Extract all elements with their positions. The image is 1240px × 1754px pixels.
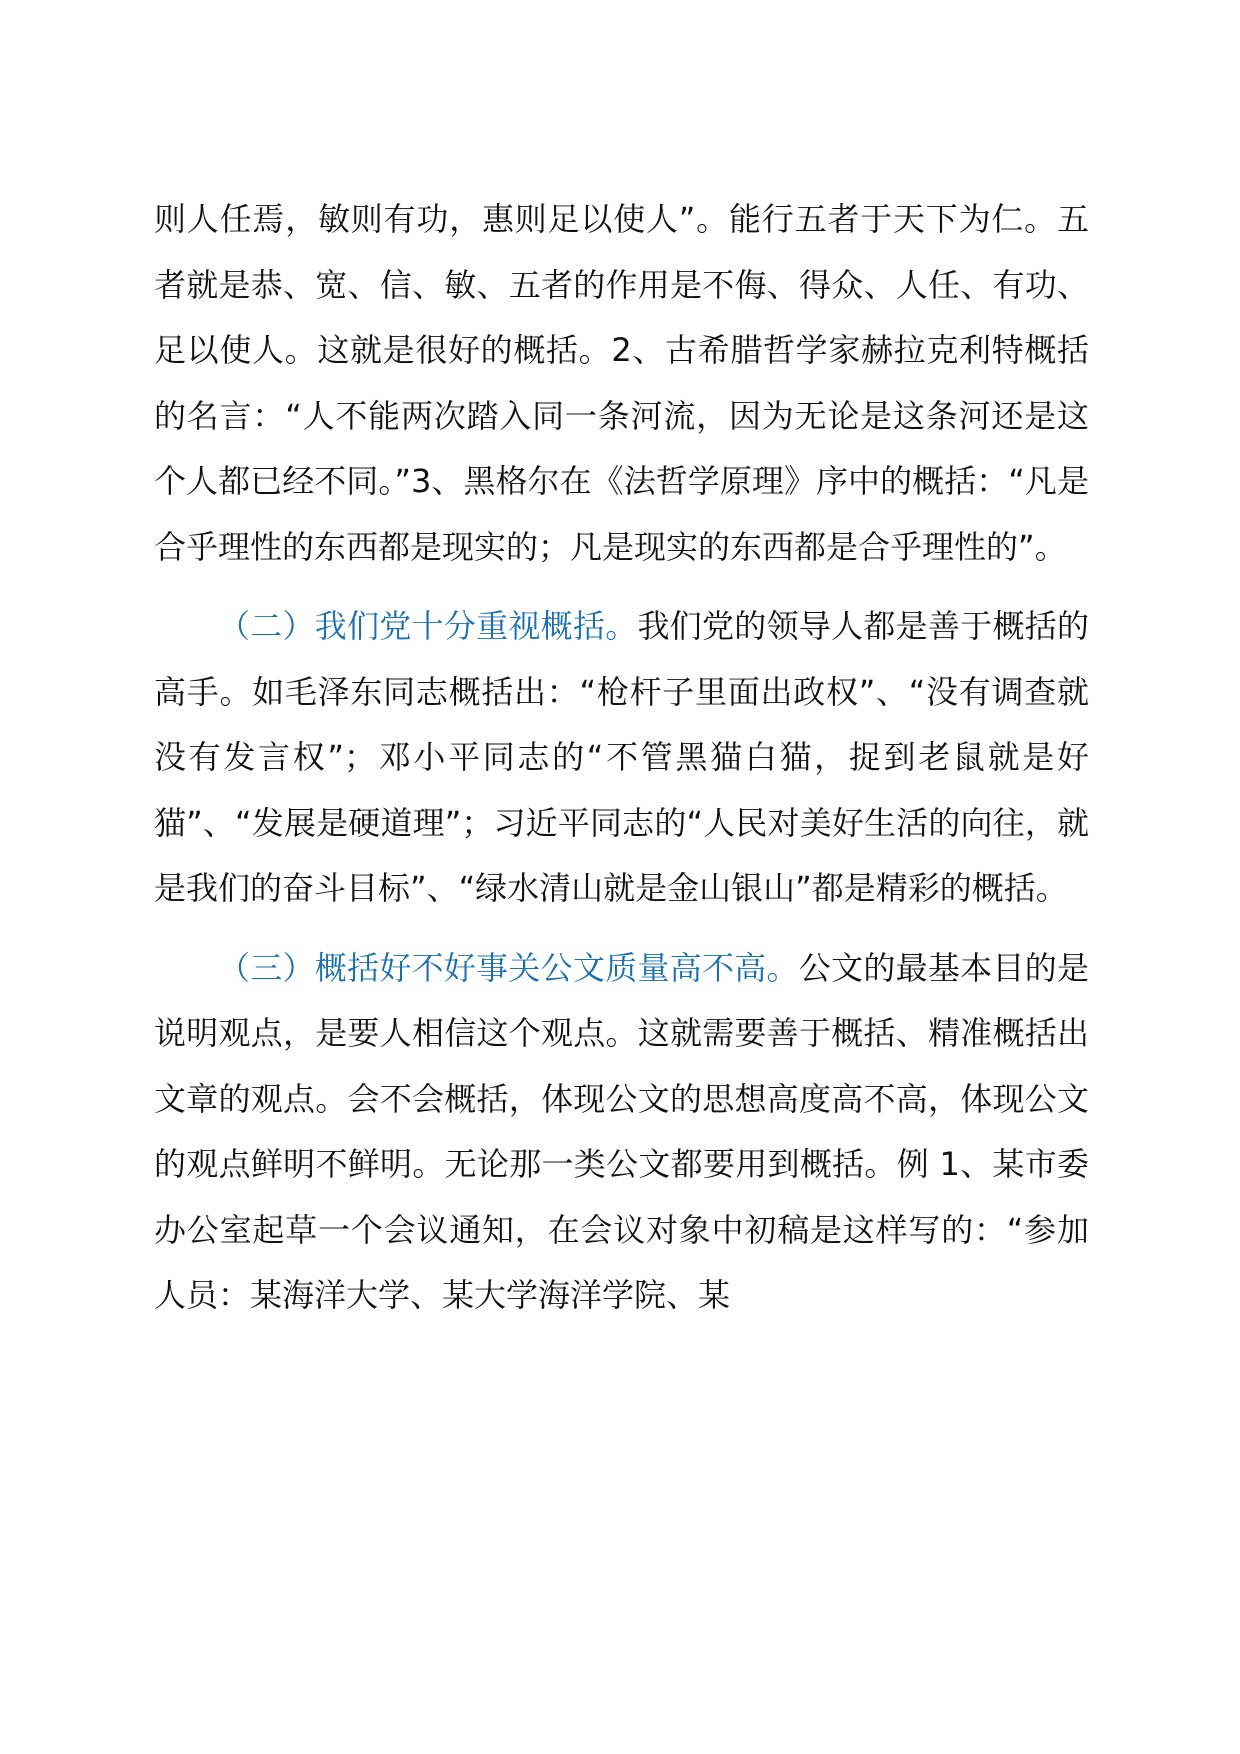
section-heading-3: （三）概括好不好事关公文质量高不高。 bbox=[218, 948, 799, 987]
paragraph-1 bbox=[154, 187, 1089, 580]
paragraph-3-text: 公文的最基本目的是说明观点，是要人相信这个观点。这就需要善于概括、精准概括出文章的观点。会不会概括，体现公文的思想高度高不高，体现公文的观点鲜明不鲜明。无论那一类公文都要用到概括。例 1、某市委办公室起草一个会议通知，在会议对象中初稿是这样写的：“参加人员：某海洋大学、某大学海洋学院、某 bbox=[154, 948, 1089, 1314]
paragraph-2 bbox=[154, 594, 1089, 922]
paragraph-3 bbox=[154, 936, 1089, 1329]
paragraph-2-text: 我们党的领导人都是善于概括的高手。如毛泽东同志概括出：“枪杆子里面出政权”、“没有调查就没有发言权”；邓小平同志的“不管黑猫白猫，捉到老鼠就是好猫”、“发展是硬道理”；习近平同志的“人民对美好生活的向往，就是我们的奋斗目标”、“绿水清山就是金山银山”都是精彩的概括。 bbox=[154, 607, 1089, 907]
paragraph-1-text: 则人任焉，敏则有功，惠则足以使人”。能行五者于天下为仁。五者就是恭、宽、信、敏、五者的作用是不侮、得众、人任、有功、足以使人。这就是很好的概括。2、古希腊哲学家赫拉克利特概括的名言：“人不能两次踏入同一条河流，因为无论是这条河还是这个人都已经不同。”3、黑格尔在《法哲学原理》序中的概括：“凡是合乎理性的东西都是现实的；凡是现实的东西都是合乎理性的”。 bbox=[154, 200, 1089, 566]
document-page bbox=[154, 187, 1089, 1329]
section-heading-2: （二）我们党十分重视概括。 bbox=[218, 607, 638, 645]
